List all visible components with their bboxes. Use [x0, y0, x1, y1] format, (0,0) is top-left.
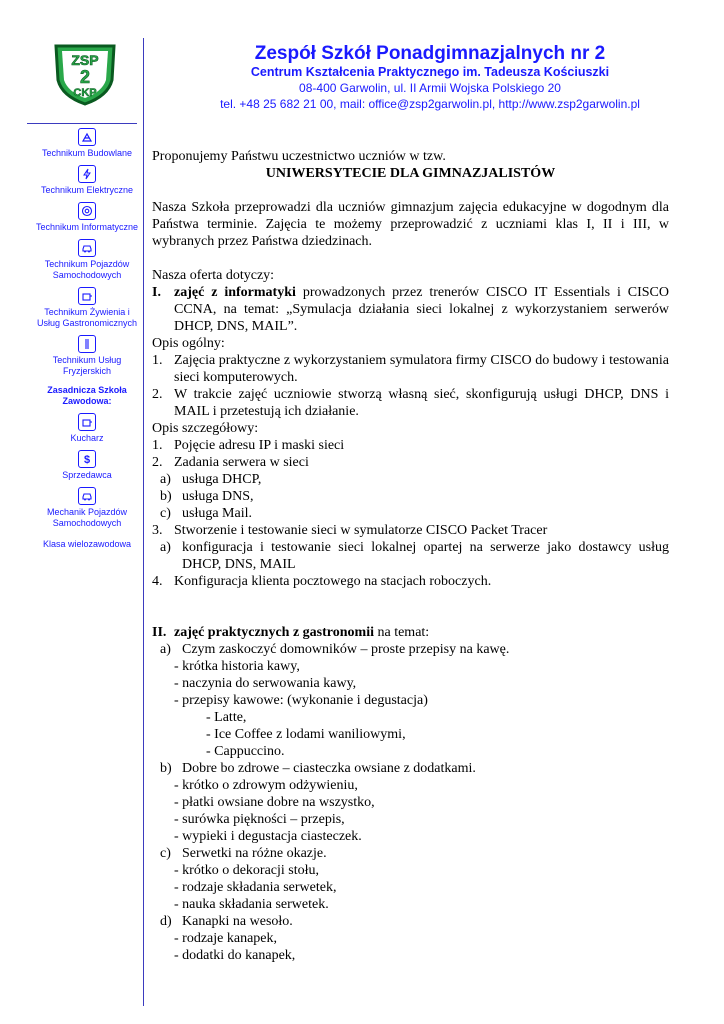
section-title: zajęć z informatyki [174, 285, 296, 300]
topic-line: - surówka piękności – przepis, [174, 812, 345, 827]
school-contact: tel. +48 25 682 21 00, mail: office@zsp2garwolin.pl, http://www.zsp2garwolin.pl [220, 97, 640, 111]
list-text: Zadania serwera w sieci [174, 455, 309, 470]
sidebar-item-sprzedawca [33, 450, 141, 481]
topic-line: - wypieki i degustacja ciasteczek. [174, 829, 362, 844]
sub-list-text: usługa DNS, [182, 489, 254, 504]
cooking-icon [78, 287, 96, 305]
recipe-line: - Ice Coffee z lodami waniliowymi, [206, 727, 406, 742]
topic-letter: b) [160, 761, 172, 776]
topic-line: - płatki owsiane dobre na wszystko, [174, 795, 375, 810]
sidebar-item-label: Technikum Informatyczne [35, 222, 139, 232]
list-number: 1. [152, 353, 163, 368]
detail-label: Opis szczegółowy: [152, 421, 259, 436]
vertical-divider [143, 38, 144, 1006]
topic-title: Kanapki na wesoło. [182, 914, 293, 929]
sidebar-item-pojazdow [33, 239, 141, 281]
sidebar-item-kucharz [33, 413, 141, 444]
topic-line: - nauka składania serwetek. [174, 897, 329, 912]
logo-digit: 2 [79, 67, 91, 87]
topic-line: - rodzaje składania serwetek, [174, 880, 337, 895]
sidebar-item-budowlane [33, 128, 141, 159]
sidebar-item-label: Technikum Pojazdów Samochodowych [44, 259, 130, 280]
sidebar-heading-vocational: Zasadnicza Szkoła Zawodowa: [47, 385, 127, 406]
school-subtitle: Centrum Kształcenia Praktycznego im. Tadeusza Kościuszki [250, 65, 610, 79]
letterhead [160, 43, 700, 112]
topic-item [152, 641, 669, 658]
sidebar-item-zywienia [33, 287, 141, 329]
topic-letter: d) [160, 914, 172, 929]
section-text: prowadzonych przez trenerów CISCO IT Essentials i CISCO CCNA, na temat: „Symulacja działania sieci lokalnej z wykorzystaniem serwerów DHCP, DNS, MAIL”. [174, 285, 669, 334]
list-item [152, 386, 669, 420]
list-item [152, 454, 669, 471]
list-number: 2. [152, 387, 163, 402]
list-number: 3. [152, 523, 163, 538]
list-number: 1. [152, 438, 163, 453]
topic-letter: a) [160, 642, 171, 657]
svg-text:$: $ [83, 454, 91, 465]
section-informatics [152, 284, 669, 335]
horizontal-divider [27, 123, 137, 124]
list-text: Zajęcia praktyczne z wykorzystaniem symulatora firmy CISCO do budowy i testowania sieci komputerowych. [174, 353, 669, 385]
sidebar-item-fryzjerskich [33, 335, 141, 377]
car-icon [78, 239, 96, 257]
sub-list-text: konfiguracja i testowanie sieci lokalnej opartej na serwerze jako dostawcy usług DHCP, DNS, MAIL [182, 540, 669, 572]
sub-list-item [152, 488, 669, 505]
section-title: zajęć praktycznych z gastronomii [174, 625, 374, 640]
list-item [152, 573, 669, 590]
sidebar-programs [33, 128, 141, 550]
sidebar-item-label: Sprzedawca [62, 470, 112, 480]
sidebar-item-wielozawodowa: Klasa wielozawodowa [42, 539, 132, 549]
topic-item [152, 760, 669, 777]
recipe-line: - Latte, [206, 710, 247, 725]
list-item [152, 437, 669, 454]
topic-title: Dobre bo zdrowe – ciasteczka owsiane z dodatkami. [182, 761, 476, 776]
topic-line: - rodzaje kanapek, [174, 931, 277, 946]
topic-line: - krótko o dekoracji stołu, [174, 863, 320, 878]
topic-line: - dodatki do kanapek, [174, 948, 296, 963]
sub-list-item [152, 539, 669, 573]
topic-item [152, 845, 669, 862]
list-item [152, 352, 669, 386]
list-number: 2. [152, 455, 163, 470]
sidebar-item-label: Kucharz [70, 433, 104, 443]
section-gastronomy [152, 624, 669, 641]
topic-title: Czym zaskoczyć domowników – proste przepisy na kawę. [182, 642, 510, 657]
at-icon [78, 202, 96, 220]
list-text: W trakcie zajęć uczniowie stworzą własną sieć, skonfigurują usługi DHCP, DNS i MAIL i przetestują ich działanie. [174, 387, 669, 419]
topic-line: - przepisy kawowe: (wykonanie i degustacja) [174, 693, 428, 708]
topic-letter: c) [160, 846, 171, 861]
topic-item [152, 913, 669, 930]
sub-list-letter: a) [160, 472, 171, 487]
car-icon [78, 487, 96, 505]
topic-title: Serwetki na różne okazje. [182, 846, 327, 861]
sidebar-item-label: Technikum Usług Fryzjerskich [52, 355, 122, 376]
school-name: Zespół Szkół Ponadgimnazjalnych nr 2 [254, 43, 606, 64]
sidebar-item-label: Technikum Budowlane [41, 148, 133, 158]
list-text: Stworzenie i testowanie sieci w symulatorze CISCO Packet Tracer [174, 523, 548, 538]
topic-line: - naczynia do serwowania kawy, [174, 676, 357, 691]
section-text: na temat: [373, 625, 430, 640]
sub-list-item [152, 505, 669, 522]
section-number: II. [152, 625, 167, 640]
sub-list-text: usługa DHCP, [182, 472, 262, 487]
sub-list-item [152, 471, 669, 488]
building-icon [78, 128, 96, 146]
sidebar-item-informatyczne [33, 202, 141, 233]
logo-top-text: ZSP [71, 52, 99, 68]
section-number: I. [152, 285, 161, 300]
list-text: Pojęcie adresu IP i maski sieci [174, 438, 345, 453]
topic-line: - krótko o zdrowym odżywieniu, [174, 778, 358, 793]
sidebar-item-label: Technikum Żywienia i Usług Gastronomicznych [36, 307, 138, 328]
document-heading: UNIWERSYTECIE DLA GIMNAZJALISTÓW [265, 166, 556, 181]
letter-body [152, 148, 669, 964]
lightning-icon [78, 165, 96, 183]
list-text: Konfiguracja klienta pocztowego na stacjach roboczych. [174, 574, 492, 589]
intro-paragraph: Nasza Szkoła przeprowadzi dla uczniów gimnazjum zajęcia edukacyjne w dogodnym dla Państwa terminie. Zajęcia te możemy przeprowadzić z uczniami klas I, II i III, w wybranych przez Państwa dziedzinach. [152, 200, 669, 249]
list-number: 4. [152, 574, 163, 589]
sub-list-letter: c) [160, 506, 171, 521]
sub-list-letter: a) [160, 540, 171, 555]
sidebar-item-mechanik [33, 487, 141, 529]
list-item [152, 522, 669, 539]
school-logo [50, 40, 120, 106]
cooking-icon [78, 413, 96, 431]
topic-line: - krótka historia kawy, [174, 659, 300, 674]
scissors-icon [78, 335, 96, 353]
sidebar-item-label: Mechanik Pojazdów Samochodowych [46, 507, 128, 528]
sub-list-letter: b) [160, 489, 172, 504]
sub-list-text: usługa Mail. [182, 506, 252, 521]
sidebar-item-elektryczne [33, 165, 141, 196]
general-label: Opis ogólny: [152, 336, 225, 351]
offer-label: Nasza oferta dotyczy: [152, 268, 275, 283]
logo-bottom-text: CKP [73, 87, 97, 99]
recipe-line: - Cappuccino. [206, 744, 285, 759]
sidebar-item-label: Technikum Elektryczne [40, 185, 134, 195]
intro-text: Proponujemy Państwu uczestnictwo uczniów w tzw. [152, 149, 446, 164]
school-address: 08-400 Garwolin, ul. II Armii Wojska Polskiego 20 [299, 81, 561, 95]
dollar-icon [78, 450, 96, 468]
